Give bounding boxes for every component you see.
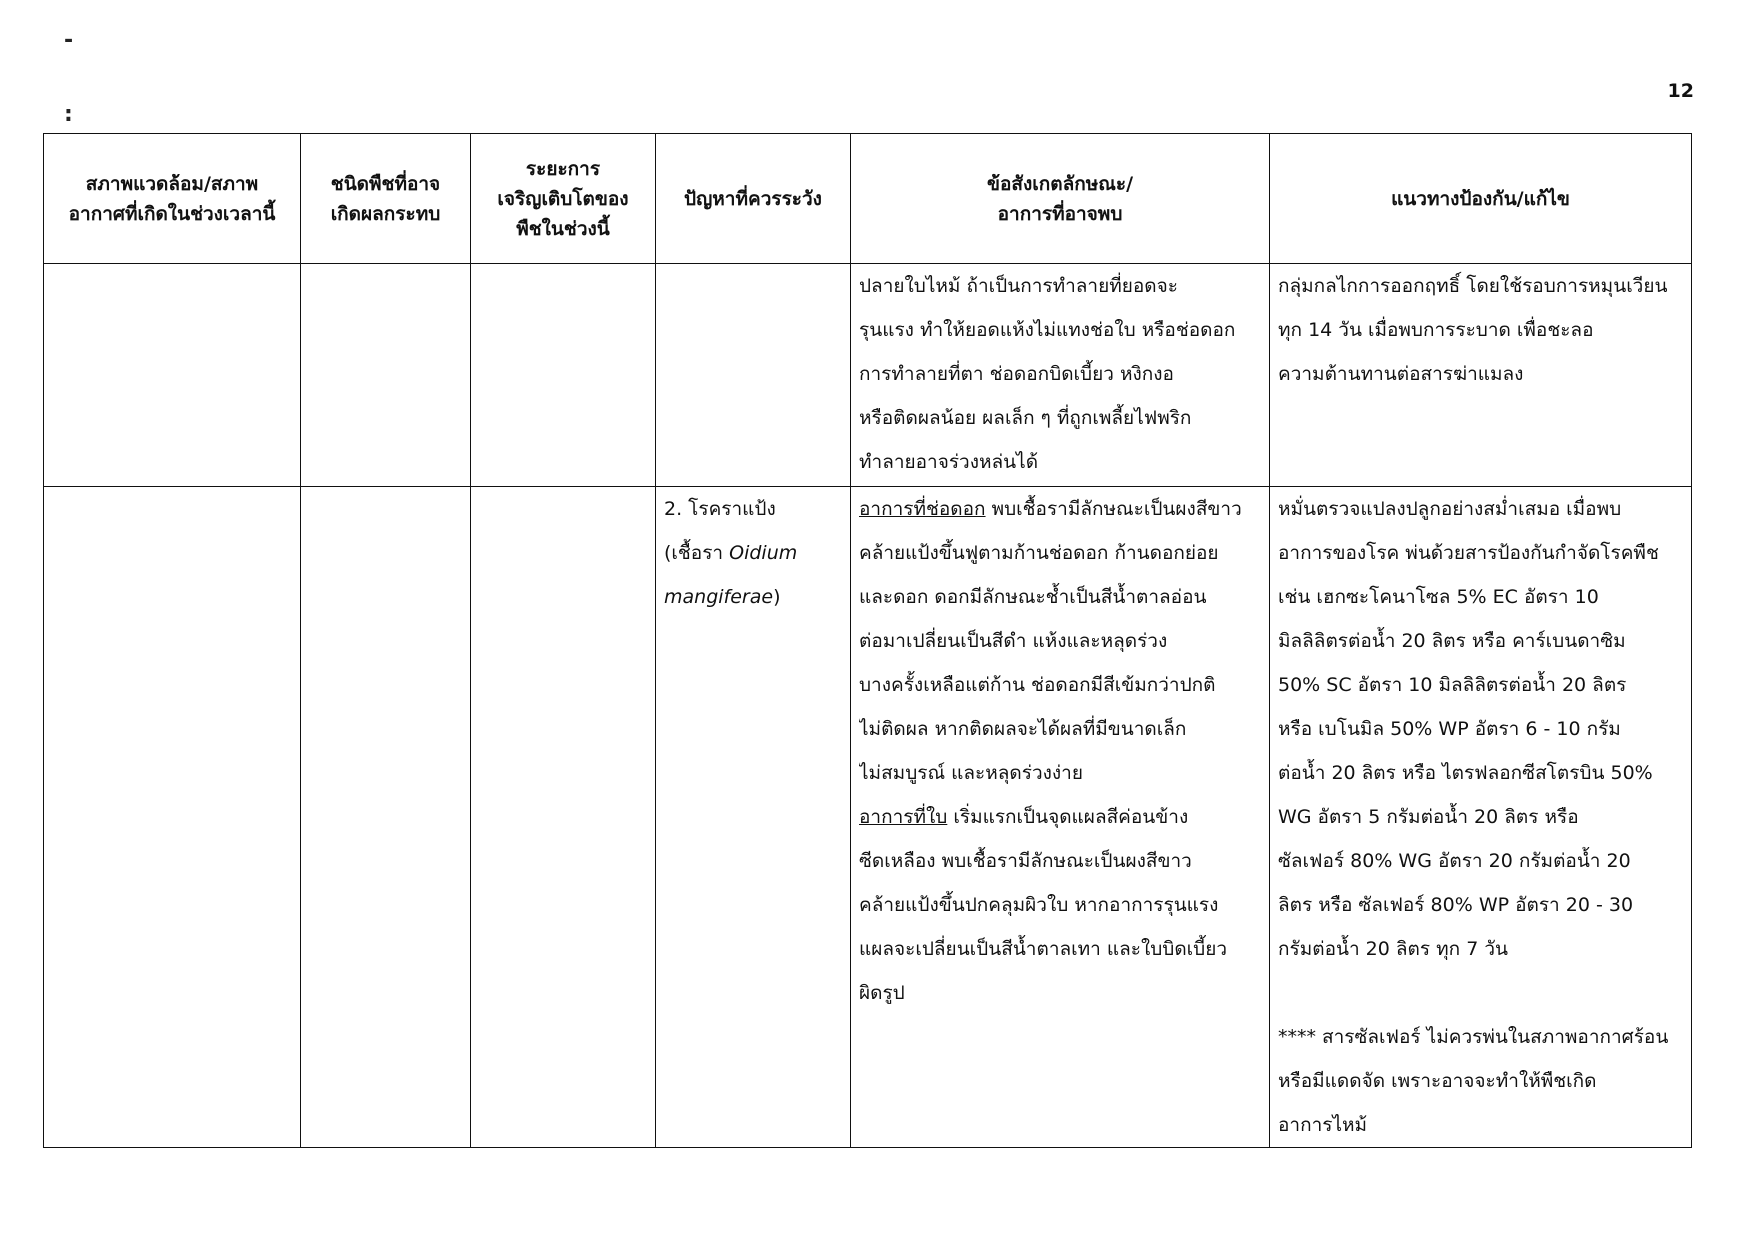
- text-line: WG อัตรา 5 กรัมต่อน้ำ 20 ลิตร หรือ: [1278, 806, 1579, 828]
- text-line: หรือ เบโนมิล 50% WP อัตรา 6 - 10 กรัม: [1278, 718, 1621, 740]
- text-line: กรัมต่อน้ำ 20 ลิตร ทุก 7 วัน: [1278, 938, 1508, 960]
- cell-environment: [44, 487, 301, 1148]
- cell-observation: [851, 264, 1270, 487]
- header-line: แนวทางป้องกัน/แก้ไข: [1391, 187, 1570, 210]
- header-environment: [44, 134, 301, 264]
- text-line: อาการของโรค พ่นด้วยสารป้องกันกำจัดโรคพืช: [1278, 542, 1659, 564]
- text-line: รุนแรง ทำให้ยอดแห้งไม่แทงช่อใบ หรือช่อดอก: [859, 319, 1236, 341]
- header-plant-type: [301, 134, 471, 264]
- text-line: การทำลายที่ตา ช่อดอกบิดเบี้ยว หงิกงอ: [859, 363, 1174, 385]
- cell-environment: [44, 264, 301, 487]
- header-line: อาการที่อาจพบ: [997, 202, 1123, 225]
- leaf-symptom-text: เริ่มแรกเป็นจุดแผลสีค่อนข้าง: [947, 806, 1189, 828]
- text-line: บางครั้งเหลือแต่ก้าน ช่อดอกมีสีเข้มกว่าปกติ: [859, 674, 1216, 696]
- header-line: ข้อสังเกตลักษณะ/: [986, 172, 1134, 195]
- pathogen-genus: Oidium: [729, 542, 798, 564]
- text-line: [859, 487, 1263, 531]
- header-growth-stage: [471, 134, 656, 264]
- header-line: สภาพแวดล้อม/สภาพ: [85, 172, 259, 195]
- table-row: [44, 487, 1692, 1148]
- pathogen-line: [664, 531, 844, 575]
- text-line: ปลายใบไหม้ ถ้าเป็นการทำลายที่ยอดจะ: [859, 275, 1178, 297]
- scan-mark: -: [64, 28, 74, 53]
- spacer: [1278, 971, 1685, 1015]
- leaf-symptom-heading: อาการที่ใบ: [859, 806, 948, 828]
- page-number: 12: [1667, 80, 1694, 102]
- text-line: คล้ายแป้งขึ้นฟูตามก้านช่อดอก ก้านดอกย่อย: [859, 542, 1219, 564]
- header-line: พืชในช่วงนี้: [516, 217, 610, 240]
- text-line: เช่น เฮกซะโคนาโซล 5% EC อัตรา 10: [1278, 586, 1599, 608]
- table-row: [44, 264, 1692, 487]
- table-header-row: [44, 134, 1692, 264]
- recommendation-table: [43, 133, 1692, 1148]
- warning-line: **** สารซัลเฟอร์ ไม่ควรพ่นในสภาพอากาศร้อน: [1278, 1026, 1669, 1048]
- flower-symptom-heading: อาการที่ช่อดอก: [859, 498, 986, 520]
- text-line: ไม่ติดผล หากติดผลจะได้ผลที่มีขนาดเล็ก: [859, 718, 1187, 740]
- cell-plant-type: [301, 264, 471, 487]
- header-line: อากาศที่เกิดในช่วงเวลานี้: [68, 202, 276, 225]
- text-line: [859, 795, 1263, 839]
- text-line: ซัลเฟอร์ 80% WG อัตรา 20 กรัมต่อน้ำ 20: [1278, 850, 1631, 872]
- warning-line: อาการไหม้: [1278, 1114, 1368, 1136]
- text-line: ทำลายอาจร่วงหล่นได้: [859, 451, 1039, 473]
- pathogen-prefix: (เชื้อรา: [664, 542, 730, 564]
- text-line: หรือติดผลน้อย ผลเล็ก ๆ ที่ถูกเพลี้ยไฟพริก: [859, 407, 1192, 429]
- cell-observation: [851, 487, 1270, 1148]
- text-line: ซีดเหลือง พบเชื้อรามีลักษณะเป็นผงสีขาว: [859, 850, 1192, 872]
- text-line: ทุก 14 วัน เมื่อพบการระบาด เพื่อชะลอ: [1278, 319, 1594, 341]
- text-line: คล้ายแป้งขึ้นปกคลุมผิวใบ หากอาการรุนแรง: [859, 894, 1219, 916]
- text-line: 50% SC อัตรา 10 มิลลิลิตรต่อน้ำ 20 ลิตร: [1278, 674, 1627, 696]
- cell-problem: [656, 264, 851, 487]
- flower-symptom-text: พบเชื้อรามีลักษณะเป็นผงสีขาว: [985, 498, 1242, 520]
- header-line: เจริญเติบโตของ: [497, 187, 629, 210]
- pathogen-line: [664, 575, 844, 619]
- header-prevention: [1270, 134, 1692, 264]
- text-line: ผิดรูป: [859, 982, 905, 1004]
- cell-plant-type: [301, 487, 471, 1148]
- cell-growth-stage: [471, 264, 656, 487]
- text-line: และดอก ดอกมีลักษณะช้ำเป็นสีน้ำตาลอ่อน: [859, 586, 1207, 608]
- cell-prevention: [1270, 264, 1692, 487]
- header-problem: [656, 134, 851, 264]
- cell-growth-stage: [471, 487, 656, 1148]
- scan-mark: :: [64, 102, 73, 127]
- text-line: ต่อน้ำ 20 ลิตร หรือ ไตรฟลอกซีสโตรบิน 50%: [1278, 762, 1653, 784]
- text-line: ไม่สมบูรณ์ และหลุดร่วงง่าย: [859, 762, 1083, 784]
- header-line: เกิดผลกระทบ: [330, 202, 441, 225]
- pathogen-suffix: ): [773, 586, 781, 608]
- header-line: ชนิดพืชที่อาจ: [330, 172, 441, 195]
- problem-title: 2. โรคราแป้ง: [664, 498, 776, 520]
- pathogen-species: mangiferae: [664, 586, 774, 608]
- header-observation: [851, 134, 1270, 264]
- text-line: แผลจะเปลี่ยนเป็นสีน้ำตาลเทา และใบบิดเบี้ยว: [859, 938, 1228, 960]
- text-line: หมั่นตรวจแปลงปลูกอย่างสม่ำเสมอ เมื่อพบ: [1278, 498, 1622, 520]
- header-line: ระยะการ: [525, 157, 601, 180]
- text-line: ลิตร หรือ ซัลเฟอร์ 80% WP อัตรา 20 - 30: [1278, 894, 1634, 916]
- cell-problem: [656, 487, 851, 1148]
- cell-prevention: [1270, 487, 1692, 1148]
- header-line: ปัญหาที่ควรระวัง: [684, 187, 822, 210]
- text-line: ต่อมาเปลี่ยนเป็นสีดำ แห้งและหลุดร่วง: [859, 630, 1168, 652]
- text-line: มิลลิลิตรต่อน้ำ 20 ลิตร หรือ คาร์เบนดาซิม: [1278, 630, 1626, 652]
- warning-line: หรือมีแดดจัด เพราะอาจจะทำให้พืชเกิด: [1278, 1070, 1597, 1092]
- text-line: กลุ่มกลไกการออกฤทธิ์ โดยใช้รอบการหมุนเวียน: [1278, 275, 1668, 297]
- text-line: ความต้านทานต่อสารฆ่าแมลง: [1278, 363, 1524, 385]
